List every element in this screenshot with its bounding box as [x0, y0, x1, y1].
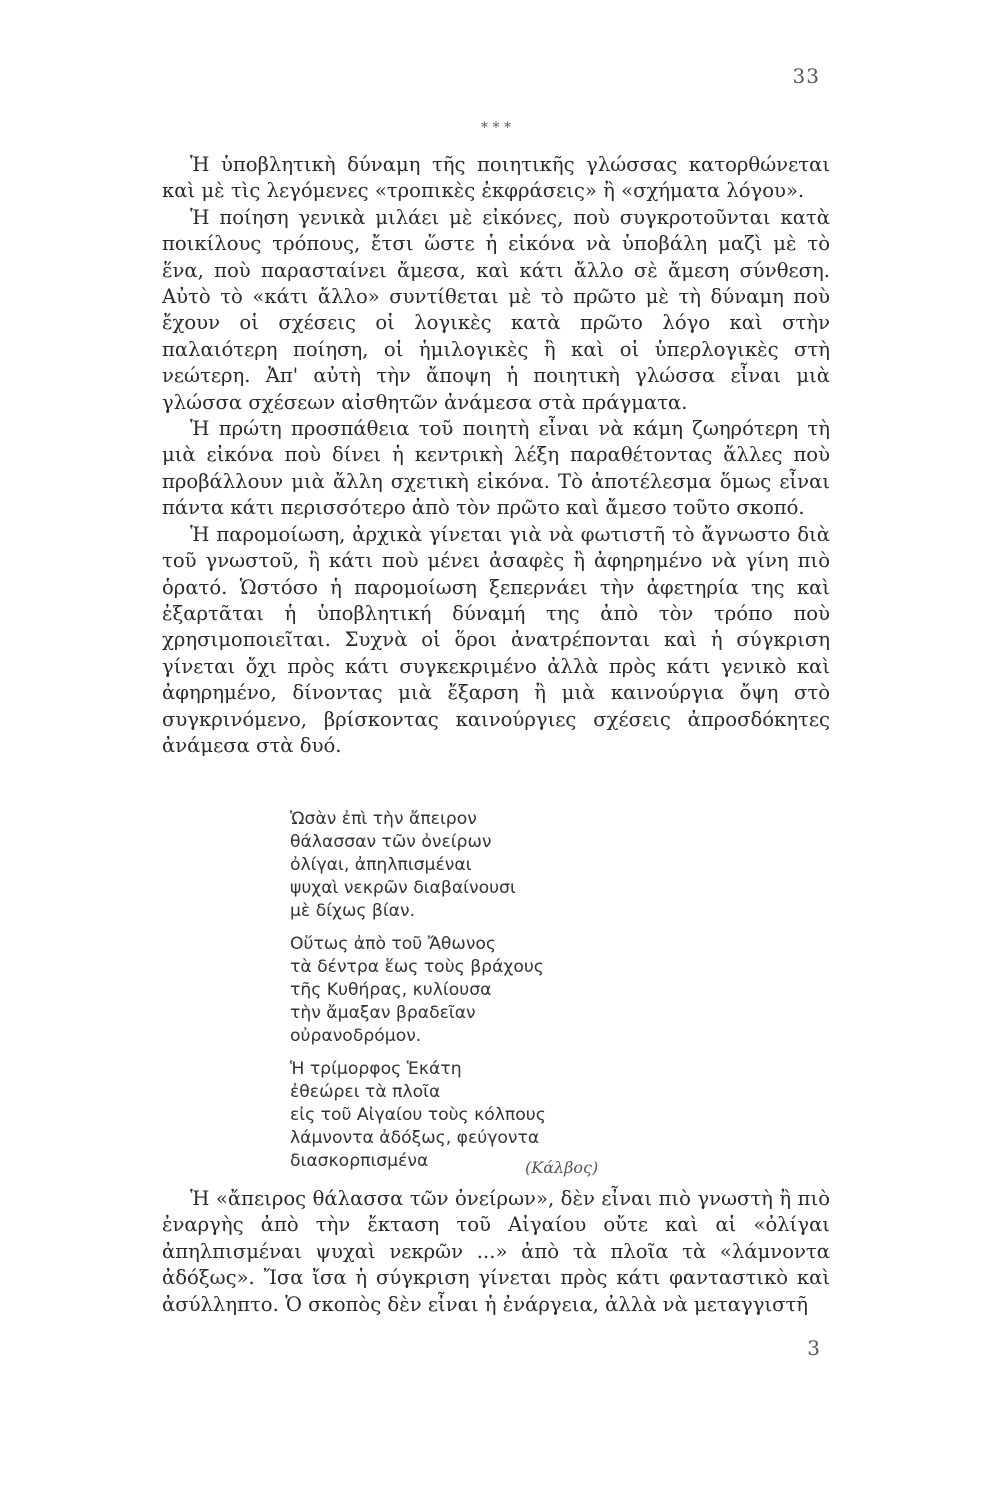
- body-text-top: [162, 152, 830, 759]
- page-number-bottom: 3: [807, 1336, 820, 1360]
- poem-line: τὰ δέντρα ἕως τοὺς βράχους: [290, 957, 544, 977]
- poem-quotation: [290, 808, 690, 1183]
- poem-line: μὲ δίχως βίαν.: [290, 901, 416, 921]
- paragraph: Ἡ παρομοίωση, ἀρχικὰ γίνεται γιὰ νὰ φωτιστῆ τὸ ἄγνωστο διὰ τοῦ γνωστοῦ, ἢ κάτι ποὺ μένει ἀσαφὲς ἢ ἀφηρημένο νὰ γίνη πιὸ ὁρατό. Ὡστόσο ἡ παρομοίωση ξεπερνάει τὴν ἀφετηρία της καὶ ἐξαρτᾶται ἡ ὑποβλητική δύναμή της ἀπὸ τὸν τρόπο ποὺ χρησιμοποιεῖται. Συχνὰ οἱ ὅροι ἀνατρέπονται καὶ ἡ σύγκριση γίνεται ὄχι πρὸς κάτι συγκεκριμένο ἀλλὰ πρὸς κάτι γενικὸ καὶ ἀφηρημένο, δίνοντας μιὰ ἔξαρση ἢ μιὰ καινούργια ὄψη στὸ συγκρινόμενο, βρίσκοντας καινούργιες σχέσεις ἀπροσδόκητες ἀνάμεσα στὰ δυό.: [162, 522, 830, 757]
- section-separator: * * *: [481, 120, 511, 136]
- poem-line: λάμνοντα ἀδόξως, φεύγοντα: [290, 1128, 540, 1148]
- poem-line: ψυχαὶ νεκρῶν διαβαίνουσι: [290, 878, 516, 898]
- poem-line: διασκορπισμένα: [290, 1151, 429, 1171]
- poem-line: τῆς Κυθήρας, κυλίουσα: [290, 980, 492, 1000]
- poem-line: οὐρανοδρόμον.: [290, 1026, 422, 1046]
- poem-line: θάλασσαν τῶν ὀνείρων: [290, 832, 492, 852]
- poem-line: εἰς τοῦ Αἰγαίου τοὺς κόλπους: [290, 1105, 546, 1125]
- poem-line: ἐθεώρει τὰ πλοῖα: [290, 1082, 441, 1102]
- paragraph: Ἡ «ἄπειρος θάλασσα τῶν ὀνείρων», δὲν εἶναι πιὸ γνωστὴ ἢ πιὸ ἐναργὴς ἀπὸ τὴν ἔκταση τοῦ Αἰγαίου οὔτε καὶ αἱ «ὀλίγαι ἀπηλπισμέναι ψυχαὶ νεκρῶν ...» ἀπὸ τὰ πλοῖα τὰ «λάμνοντα ἀδόξως». Ἴσα ἴσα ἡ σύγκριση γίνεται πρὸς κάτι φανταστικὸ καὶ ἀσύλληπτο. Ὁ σκοπὸς δὲν εἶναι ἡ ἐνάργεια, ἀλλὰ νὰ μεταγγιστῆ: [162, 1187, 830, 1316]
- paragraph: Ἡ πρώτη προσπάθεια τοῦ ποιητὴ εἶναι νὰ κάμη ζωηρότερη τὴ μιὰ εἰκόνα ποὺ δίνει ἡ κεντρικὴ λέξη παραθέτοντας ἄλλες ποὺ προβάλλουν μιὰ ἄλλη σχετικὴ εἰκόνα. Τὸ ἀποτέλεσμα ὅμως εἶναι πάντα κάτι περισσότερο ἀπὸ τὸν πρῶτο καὶ ἄμεσο τοῦτο σκοπό.: [162, 417, 830, 520]
- poem-line: τὴν ἄμαξαν βραδεῖαν: [290, 1003, 476, 1023]
- poem-line: Ἡ τρίμορφος Ἑκάτη: [290, 1059, 462, 1079]
- poem-stanza: [290, 933, 690, 1048]
- poem-line: ὀλίγαι, ἀπηλπισμέναι: [290, 855, 472, 875]
- page-number-top: 33: [792, 64, 820, 88]
- paragraph: Ἡ ποίηση γενικὰ μιλάει μὲ εἰκόνες, ποὺ συγκροτοῦνται κατὰ ποικίλους τρόπους, ἔτσι ὥστε ἡ εἰκόνα νὰ ὑποβάλη μαζὶ μὲ τὸ ἕνα, ποὺ παρασταίνει ἄμεσα, καὶ κάτι ἄλλο σὲ ἄμεση σύνθεση. Αὐτὸ τὸ «κάτι ἄλλο» συντίθεται μὲ τὸ πρῶτο μὲ τὴ δύναμη ποὺ ἔχουν οἱ σχέσεις οἱ λογικὲς κατὰ πρῶτο λόγο καὶ στὴν παλαιότερη ποίηση, οἱ ἡμιλογικὲς ἢ καὶ οἱ ὑπερλογικὲς στὴ νεώτερη. Ἀπ' αὐτὴ τὴν ἄποψη ἡ ποιητικὴ γλώσσα εἶναι μιὰ γλώσσα σχέσεων αἰσθητῶν ἀνάμεσα στὰ πράγματα.: [162, 205, 830, 414]
- poem-stanza: [290, 1058, 690, 1173]
- poem-stanza: [290, 808, 690, 923]
- body-text-bottom: [162, 1186, 830, 1318]
- poem-attribution: (Κάλβος): [525, 1158, 599, 1177]
- poem-line: Ὡσὰν ἐπὶ τὴν ἄπειρον: [290, 809, 477, 829]
- poem-line: Οὕτως ἀπὸ τοῦ Ἄθωνος: [290, 934, 497, 954]
- paragraph: Ἡ ὑποβλητικὴ δύναμη τῆς ποιητικῆς γλώσσας κατορθώνεται καὶ μὲ τὶς λεγόμενες «τροπικὲς ἐκφράσεις» ἢ «σχήματα λόγου».: [162, 153, 830, 203]
